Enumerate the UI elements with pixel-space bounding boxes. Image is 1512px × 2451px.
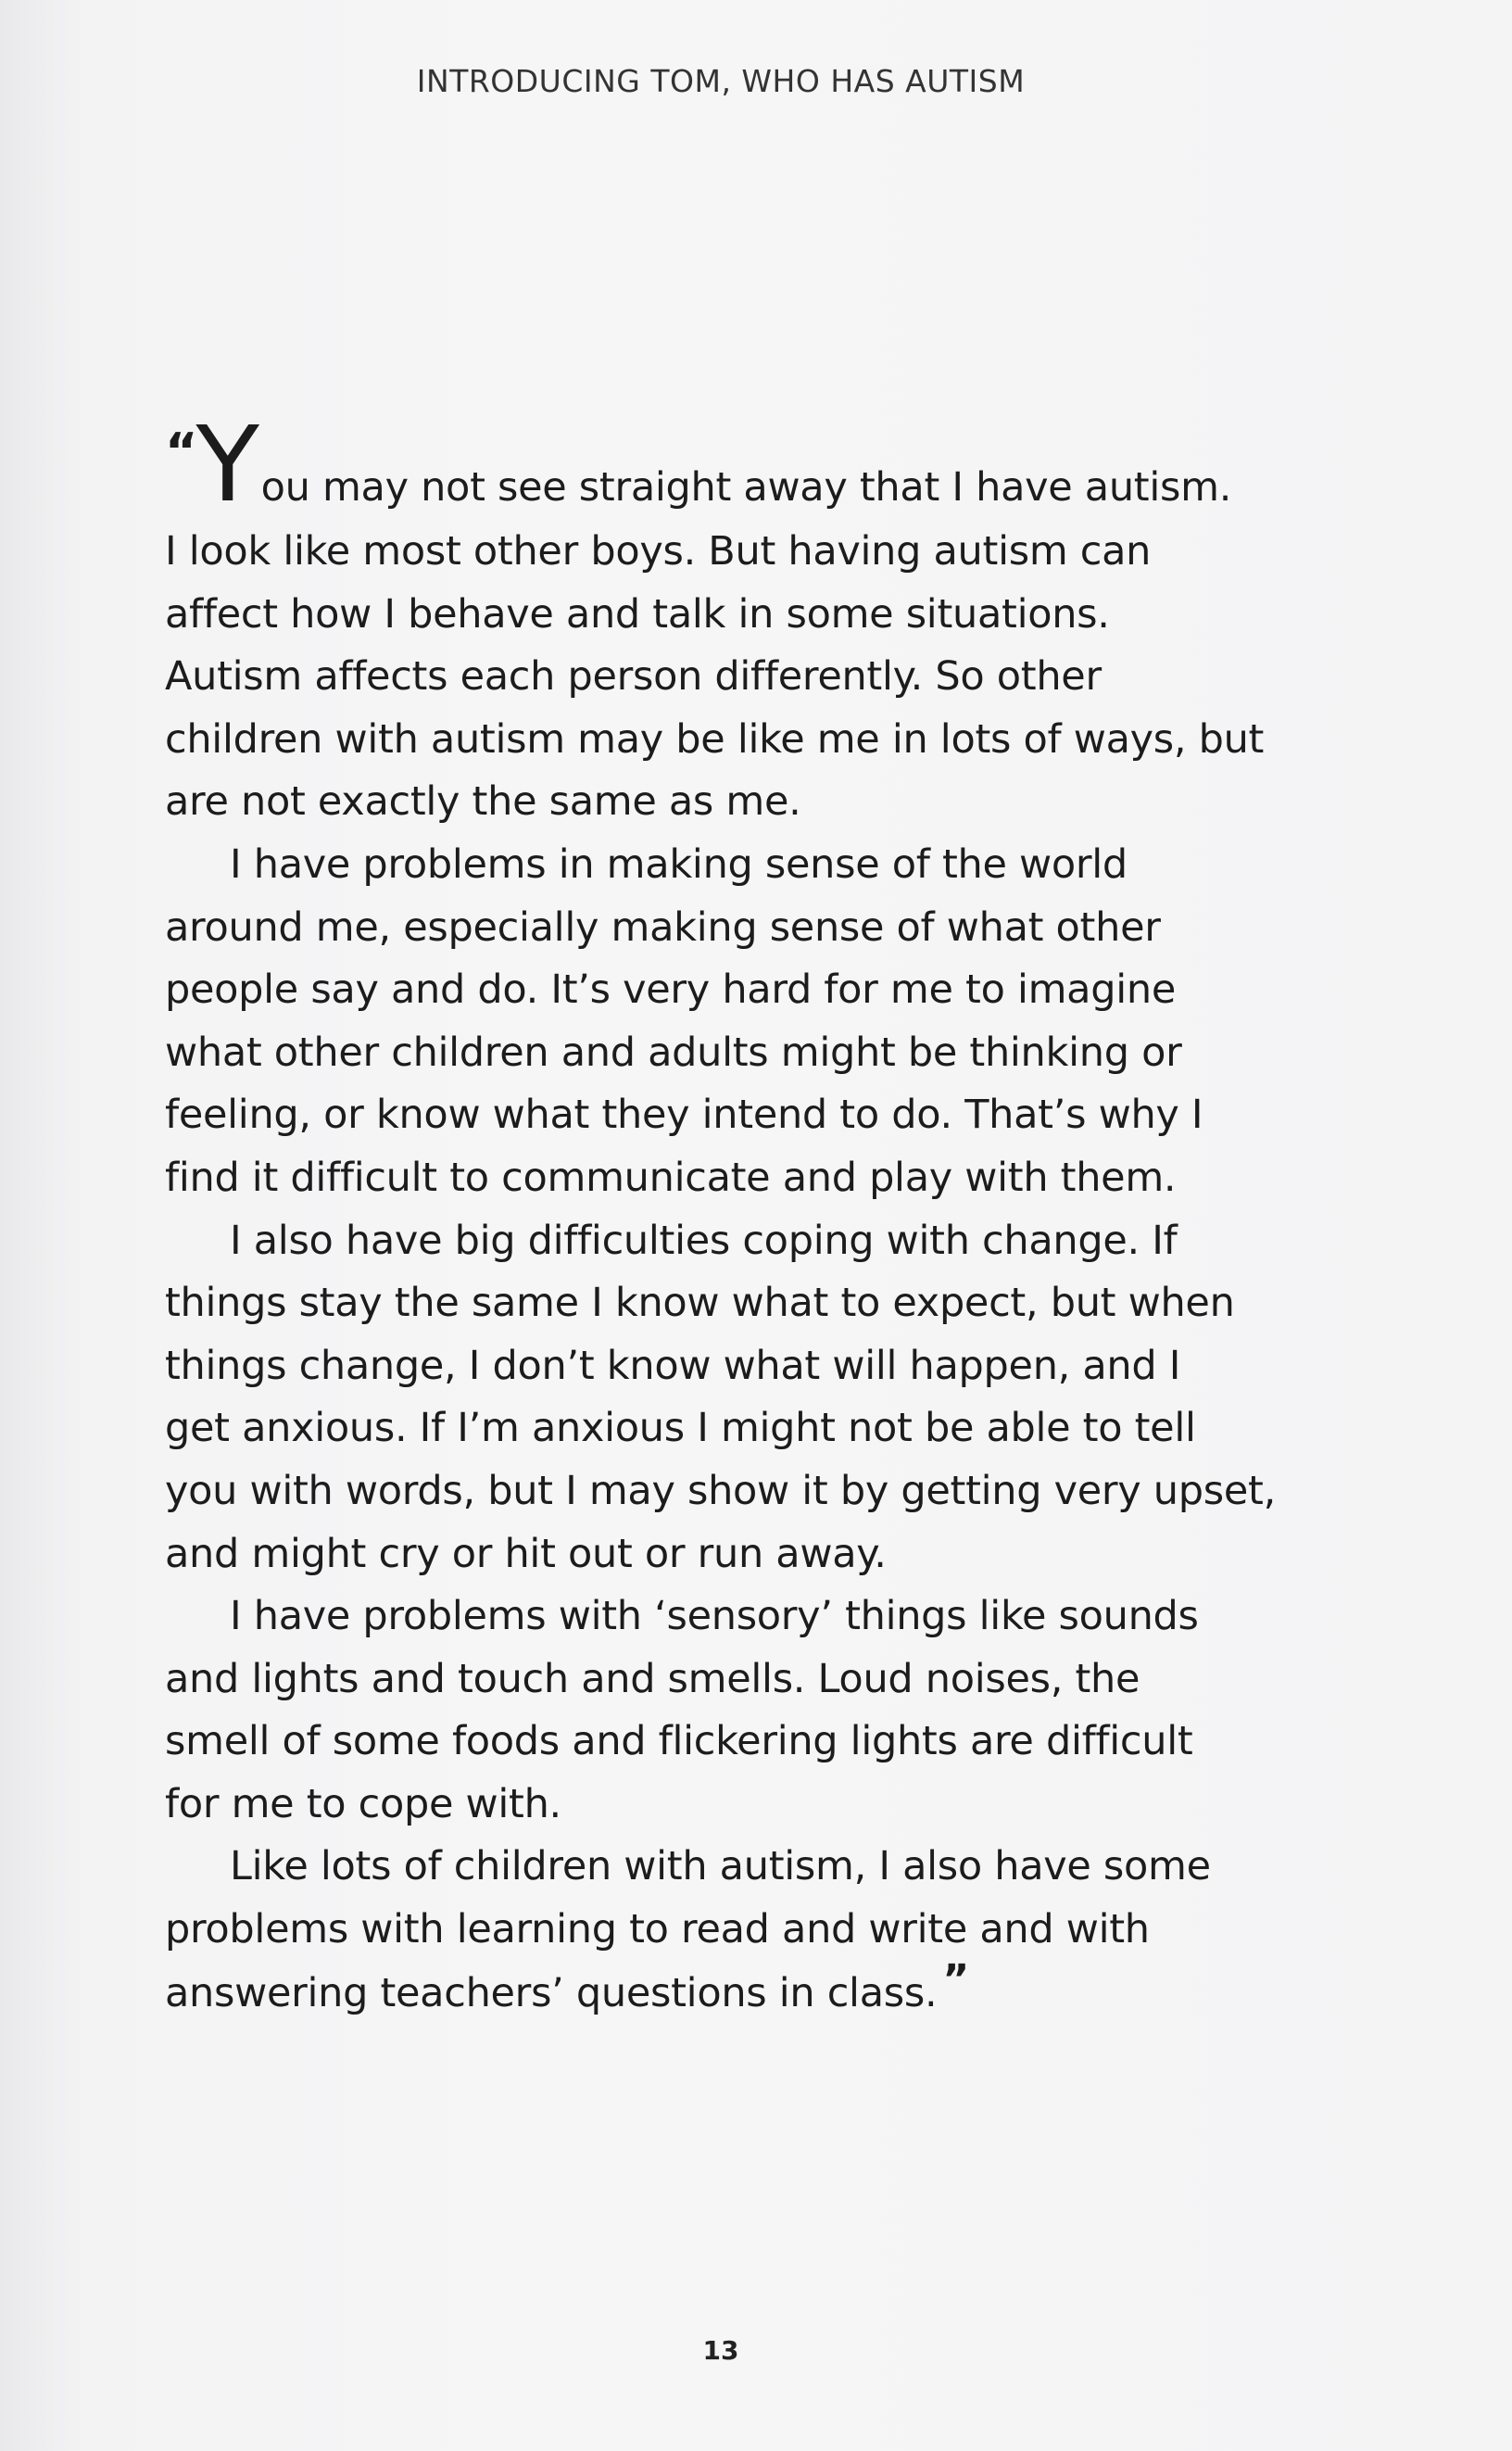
text-line <box>165 1774 1314 1837</box>
text-line-content: problems with learning to read and write and with <box>165 1906 1150 1953</box>
text-line-content: around me, especially making sense of what other <box>165 903 1161 951</box>
text-line-content: answering teachers’ questions in class. <box>165 1969 938 2016</box>
text-line-content: get anxious. If I’m anxious I might not be able to tell <box>165 1405 1196 1452</box>
text-line <box>165 1711 1314 1774</box>
text-line-content: find it difficult to communicate and play with them. <box>165 1154 1177 1201</box>
text-line-content: you with words, but I may show it by getting very upset, <box>165 1467 1276 1514</box>
text-line <box>165 897 1314 960</box>
text-line-content: Like lots of children with autism, I also have some <box>230 1843 1211 1890</box>
text-line <box>165 771 1314 834</box>
text-line-content: for me to cope with. <box>165 1780 561 1827</box>
text-line <box>165 834 1314 897</box>
drop-cap: Y <box>195 405 259 525</box>
text-line <box>165 1084 1314 1147</box>
text-line <box>165 1836 1314 1899</box>
text-line-content: I look like most other boys. But having autism can <box>165 528 1152 575</box>
text-line <box>165 1523 1314 1586</box>
text-line-content: what other children and adults might be thinking or <box>165 1029 1182 1076</box>
text-line-content: affect how I behave and talk in some situations. <box>165 590 1110 638</box>
page-number: 13 <box>702 2335 739 2366</box>
text-line <box>165 584 1314 647</box>
opening-quote-mark: “ <box>165 423 195 481</box>
quote-first-line <box>165 405 1314 525</box>
text-line <box>165 1272 1314 1335</box>
text-line-content: people say and do. It’s very hard for me to imagine <box>165 967 1176 1014</box>
text-line <box>165 1335 1314 1398</box>
text-line-content: children with autism may be like me in lots of ways, but <box>165 715 1265 763</box>
text-line <box>165 1586 1314 1649</box>
text-line <box>165 1955 1314 2025</box>
text-line-content: things stay the same I know what to expect, but when <box>165 1280 1235 1327</box>
text-line-content: I have problems with ‘sensory’ things like sounds <box>230 1593 1199 1640</box>
text-line <box>165 1022 1314 1085</box>
text-line-content: Autism affects each person differently. So other <box>165 653 1102 701</box>
first-line-text: ou may not see straight away that I have autism. <box>260 464 1232 511</box>
text-line-content: are not exactly the same as me. <box>165 778 801 826</box>
text-line-content: feeling, or know what they intend to do. That’s why I <box>165 1092 1203 1139</box>
text-line <box>165 1460 1314 1523</box>
text-line <box>165 959 1314 1022</box>
text-line-content: I have problems in making sense of the world <box>230 840 1128 888</box>
closing-quote-mark: ” <box>942 1955 967 2003</box>
quote-body <box>165 405 1314 2024</box>
text-line <box>165 1210 1314 1273</box>
text-line <box>165 709 1314 772</box>
text-line-content: smell of some foods and flickering lights are difficult <box>165 1718 1193 1765</box>
text-line <box>165 1397 1314 1460</box>
text-line <box>165 646 1314 709</box>
text-line-content: I also have big difficulties coping with change. If <box>230 1217 1178 1264</box>
running-header: INTRODUCING TOM, WHO HAS AUTISM <box>416 63 1026 99</box>
text-line <box>165 1899 1314 1962</box>
text-line <box>165 1649 1314 1712</box>
text-line <box>165 521 1314 584</box>
quote-lines <box>165 521 1314 2024</box>
text-line-content: and might cry or hit out or run away. <box>165 1530 887 1577</box>
text-line-content: and lights and touch and smells. Loud noises, the <box>165 1655 1140 1702</box>
text-line-content: things change, I don’t know what will happen, and I <box>165 1342 1181 1389</box>
text-line <box>165 1147 1314 1210</box>
